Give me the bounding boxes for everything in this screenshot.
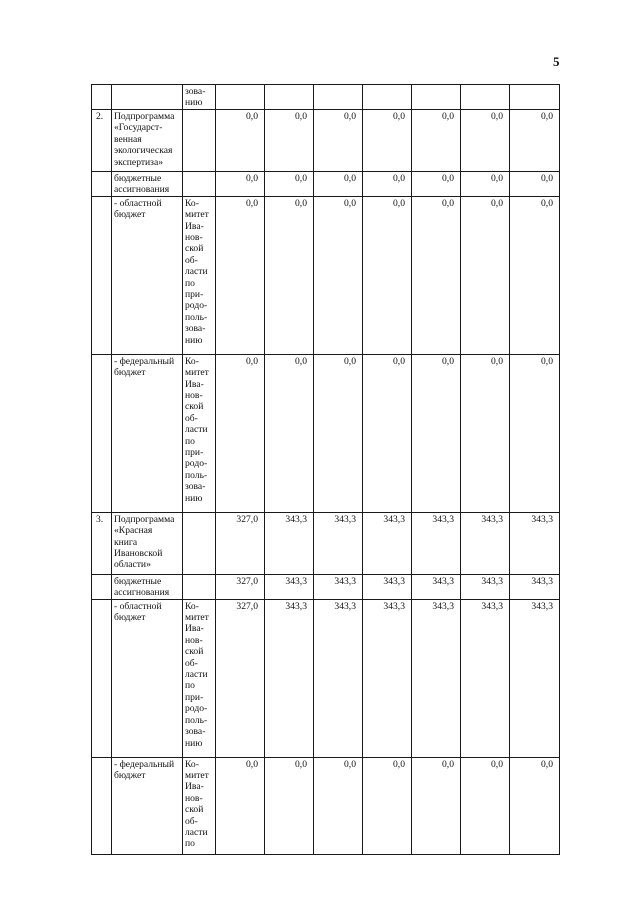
program-name-line: «Красная: [114, 525, 153, 537]
executor-line: Ива-: [185, 220, 204, 232]
program-name-line: книга: [114, 536, 138, 548]
program-name-cell: [112, 85, 183, 110]
year-value-cell: 0,0: [314, 757, 363, 854]
program-name-line: области»: [114, 559, 151, 571]
year-value-cell: 343,3: [510, 512, 560, 574]
year-value-cell: 0,0: [314, 354, 363, 512]
year-value-cell: 343,3: [314, 574, 363, 599]
executor-line: Ко-: [185, 600, 199, 612]
executor-line: ской: [185, 646, 204, 658]
program-name-line: бюджет: [114, 367, 146, 379]
executor-line: родо-: [185, 703, 208, 715]
row-number-cell: [92, 574, 112, 599]
year-value-cell: 343,3: [314, 512, 363, 574]
executor-line: по: [185, 680, 195, 692]
executor-cell: [183, 172, 216, 197]
executor-line: Ива-: [185, 781, 204, 793]
program-name-line: бюджет: [114, 209, 146, 221]
executor-line: нию: [185, 492, 203, 504]
executor-line: ласти: [185, 669, 208, 681]
year-value-cell: 0,0: [461, 196, 510, 354]
year-value-cell: 343,3: [412, 574, 461, 599]
year-value-cell: 327,0: [216, 512, 265, 574]
year-value-cell: [363, 85, 412, 110]
year-value-cell: 343,3: [412, 512, 461, 574]
year-value-cell: 327,0: [216, 599, 265, 757]
row-number-cell: [92, 599, 112, 757]
year-value-cell: 0,0: [314, 172, 363, 197]
executor-cell: [183, 354, 216, 512]
executor-line: нию: [185, 97, 203, 109]
program-name-line: Подпрограмма: [114, 111, 175, 122]
executor-line: поль-: [185, 311, 208, 323]
program-name-cell: [112, 574, 183, 599]
year-value-cell: 0,0: [265, 354, 314, 512]
executor-line: об-: [185, 815, 198, 827]
executor-line: зова-: [185, 481, 206, 493]
row-number-cell: [92, 172, 112, 197]
executor-line: митет: [185, 367, 209, 379]
program-name-line: венная: [114, 133, 142, 145]
executor-line: зова-: [185, 86, 206, 97]
program-name-line: экспертиза»: [114, 156, 164, 168]
year-value-cell: [216, 85, 265, 110]
year-value-cell: 343,3: [314, 599, 363, 757]
executor-line: об-: [185, 657, 198, 669]
executor-cell: [183, 757, 216, 854]
year-value-cell: 0,0: [363, 110, 412, 172]
executor-line: нию: [185, 334, 203, 346]
program-name-line: ассигнования: [114, 587, 170, 599]
executor-line: Ко-: [185, 355, 199, 367]
executor-line: Ко-: [185, 197, 199, 209]
table-row: [92, 599, 560, 757]
executor-line: поль-: [185, 469, 208, 481]
executor-line: зова-: [185, 323, 206, 335]
table-row: [92, 757, 560, 854]
row-number-cell: [92, 354, 112, 512]
year-value-cell: 0,0: [363, 172, 412, 197]
year-value-cell: 0,0: [216, 172, 265, 197]
table-row: [92, 354, 560, 512]
program-name-line: бюджетные: [114, 173, 162, 184]
year-value-cell: 0,0: [412, 196, 461, 354]
year-value-cell: 327,0: [216, 574, 265, 599]
executor-line: поль-: [185, 714, 208, 726]
executor-cell: [183, 574, 216, 599]
year-value-cell: 0,0: [412, 110, 461, 172]
executor-line: Ива-: [185, 623, 204, 635]
program-name-cell: [112, 599, 183, 757]
year-value-cell: 0,0: [510, 110, 560, 172]
year-value-cell: 0,0: [461, 110, 510, 172]
page-number: 5: [553, 54, 560, 69]
year-value-cell: 0,0: [314, 110, 363, 172]
program-name-cell: [112, 757, 183, 854]
year-value-cell: 343,3: [510, 599, 560, 757]
year-value-cell: 343,3: [265, 574, 314, 599]
year-value-cell: 0,0: [412, 172, 461, 197]
program-name-line: - федеральный: [114, 355, 175, 367]
program-name-line: ассигнования: [114, 184, 170, 196]
executor-cell: [183, 196, 216, 354]
program-name-cell: [112, 110, 183, 172]
year-value-cell: 0,0: [265, 196, 314, 354]
program-name-line: бюджет: [114, 770, 146, 782]
executor-line: об-: [185, 254, 198, 266]
program-name-line: бюджет: [114, 612, 146, 624]
year-value-cell: 343,3: [265, 512, 314, 574]
table-row: [92, 196, 560, 354]
year-value-cell: 343,3: [461, 574, 510, 599]
row-number-cell: [92, 196, 112, 354]
executor-line: Ива-: [185, 378, 204, 390]
program-name-line: - областной: [114, 600, 162, 612]
year-value-cell: 0,0: [265, 172, 314, 197]
executor-cell: [183, 512, 216, 574]
executor-line: митет: [185, 770, 209, 782]
program-name-line: - областной: [114, 197, 162, 209]
executor-line: нов-: [185, 232, 203, 244]
executor-cell: [183, 599, 216, 757]
executor-line: при-: [185, 447, 204, 459]
program-name-line: - федеральный: [114, 758, 175, 770]
executor-line: ской: [185, 804, 204, 816]
executor-line: нов-: [185, 792, 203, 804]
program-name-line: бюджетные: [114, 575, 162, 587]
year-value-cell: 0,0: [510, 172, 560, 197]
year-value-cell: [461, 85, 510, 110]
executor-cell: [183, 110, 216, 172]
program-name-cell: [112, 354, 183, 512]
year-value-cell: 343,3: [265, 599, 314, 757]
year-value-cell: [412, 85, 461, 110]
year-value-cell: 0,0: [461, 757, 510, 854]
program-name-cell: [112, 196, 183, 354]
year-value-cell: 0,0: [216, 196, 265, 354]
program-name-cell: [112, 512, 183, 574]
executor-line: ской: [185, 243, 204, 255]
executor-line: ласти: [185, 266, 208, 278]
row-number-cell: [92, 85, 112, 110]
executor-line: об-: [185, 412, 198, 424]
year-value-cell: 343,3: [363, 512, 412, 574]
year-value-cell: 0,0: [314, 196, 363, 354]
budget-table-body: [92, 85, 560, 855]
row-number-cell: [92, 757, 112, 854]
executor-line: по: [185, 435, 195, 447]
executor-line: нов-: [185, 390, 203, 402]
executor-line: зова-: [185, 726, 206, 738]
table-row: [92, 574, 560, 599]
row-number-cell: 2.: [92, 110, 112, 172]
program-name-line: экологическая: [114, 145, 173, 157]
executor-line: родо-: [185, 300, 208, 312]
table-row: [92, 512, 560, 574]
executor-line: ской: [185, 401, 204, 413]
executor-line: по: [185, 277, 195, 289]
table-row: [92, 110, 560, 172]
year-value-cell: 0,0: [461, 354, 510, 512]
year-value-cell: [510, 85, 560, 110]
year-value-cell: 0,0: [510, 354, 560, 512]
executor-line: родо-: [185, 458, 208, 470]
year-value-cell: 0,0: [216, 110, 265, 172]
year-value-cell: 343,3: [363, 599, 412, 757]
program-name-line: Ивановской: [114, 548, 163, 560]
executor-line: митет: [185, 209, 209, 221]
year-value-cell: [265, 85, 314, 110]
year-value-cell: 0,0: [265, 757, 314, 854]
budget-table: [91, 84, 560, 855]
year-value-cell: 0,0: [216, 757, 265, 854]
year-value-cell: 0,0: [412, 757, 461, 854]
year-value-cell: 0,0: [412, 354, 461, 512]
program-name-line: «Государст-: [114, 122, 163, 134]
executor-line: Ко-: [185, 758, 199, 770]
executor-line: митет: [185, 612, 209, 624]
executor-line: при-: [185, 691, 204, 703]
year-value-cell: [314, 85, 363, 110]
year-value-cell: 0,0: [363, 757, 412, 854]
year-value-cell: 0,0: [363, 196, 412, 354]
executor-cell: [183, 85, 216, 110]
year-value-cell: 343,3: [461, 599, 510, 757]
table-row: [92, 172, 560, 197]
year-value-cell: 0,0: [510, 196, 560, 354]
executor-line: ласти: [185, 424, 208, 436]
year-value-cell: 343,3: [461, 512, 510, 574]
year-value-cell: 0,0: [363, 354, 412, 512]
year-value-cell: 0,0: [461, 172, 510, 197]
year-value-cell: 343,3: [510, 574, 560, 599]
executor-line: при-: [185, 289, 204, 301]
table-row: [92, 85, 560, 110]
year-value-cell: 343,3: [412, 599, 461, 757]
executor-line: нов-: [185, 634, 203, 646]
row-number-cell: 3.: [92, 512, 112, 574]
program-name-cell: [112, 172, 183, 197]
year-value-cell: 0,0: [216, 354, 265, 512]
executor-line: нию: [185, 737, 203, 749]
program-name-line: Подпрограмма: [114, 513, 175, 525]
executor-line: по: [185, 838, 195, 850]
year-value-cell: 0,0: [265, 110, 314, 172]
executor-line: ласти: [185, 827, 208, 839]
year-value-cell: 343,3: [363, 574, 412, 599]
year-value-cell: 0,0: [510, 757, 560, 854]
